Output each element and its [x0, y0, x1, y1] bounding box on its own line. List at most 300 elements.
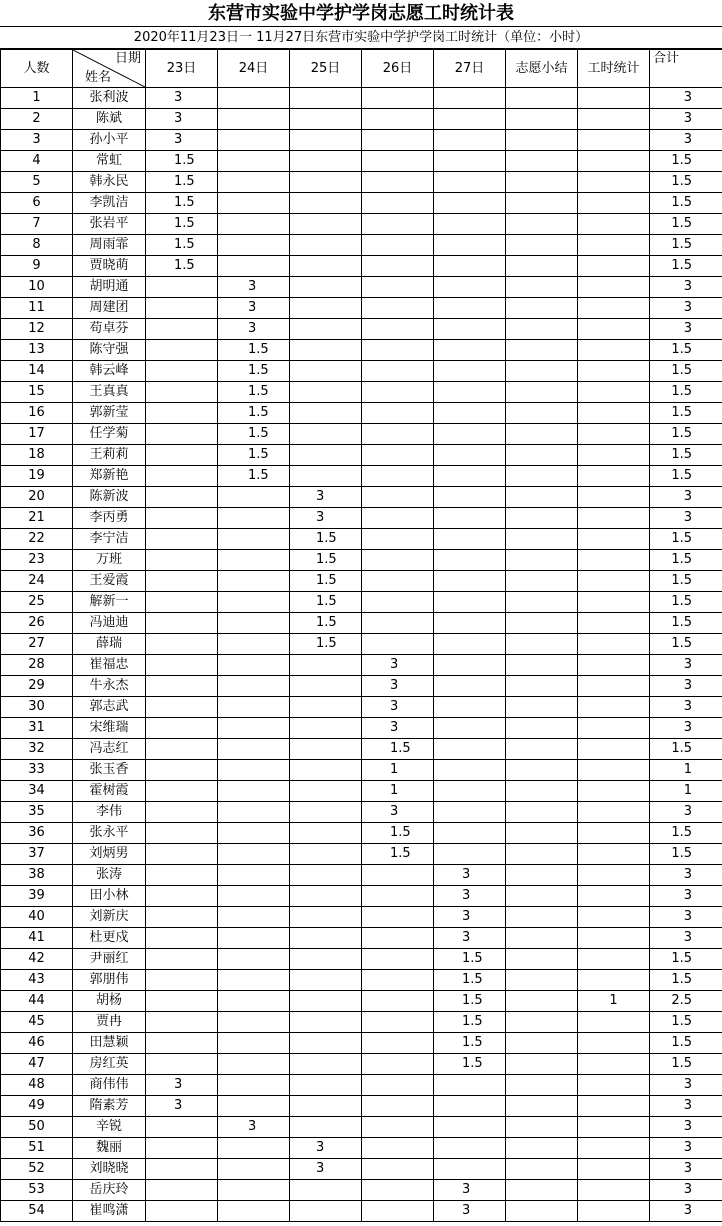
cell-name[interactable]: 魏丽	[73, 1138, 146, 1159]
cell-total[interactable]: 3	[650, 508, 722, 529]
cell-d26[interactable]	[362, 340, 434, 361]
cell-hours[interactable]	[578, 319, 650, 340]
cell-summary[interactable]	[506, 991, 578, 1012]
cell-d26[interactable]	[362, 1117, 434, 1138]
cell-d23[interactable]: 1.5	[146, 193, 218, 214]
cell-d24[interactable]: 1.5	[218, 466, 290, 487]
cell-total[interactable]: 1.5	[650, 823, 722, 844]
cell-name[interactable]: 胡杨	[73, 991, 146, 1012]
cell-d26[interactable]: 1.5	[362, 844, 434, 865]
cell-d25[interactable]	[290, 1075, 362, 1096]
cell-d23[interactable]	[146, 1138, 218, 1159]
cell-d27[interactable]	[434, 466, 506, 487]
cell-d25[interactable]: 1.5	[290, 634, 362, 655]
cell-d23[interactable]	[146, 550, 218, 571]
cell-d26[interactable]	[362, 256, 434, 277]
cell-total[interactable]: 3	[650, 886, 722, 907]
cell-d23[interactable]	[146, 949, 218, 970]
cell-total[interactable]: 2.5	[650, 991, 722, 1012]
cell-d25[interactable]	[290, 991, 362, 1012]
cell-summary[interactable]	[506, 1117, 578, 1138]
cell-num[interactable]: 33	[1, 760, 73, 781]
cell-d23[interactable]: 3	[146, 130, 218, 151]
cell-d26[interactable]	[362, 361, 434, 382]
cell-d24[interactable]	[218, 571, 290, 592]
cell-d24[interactable]	[218, 844, 290, 865]
cell-d23[interactable]	[146, 424, 218, 445]
cell-d26[interactable]	[362, 235, 434, 256]
cell-total[interactable]: 3	[650, 1138, 722, 1159]
cell-summary[interactable]	[506, 1180, 578, 1201]
cell-name[interactable]: 商伟伟	[73, 1075, 146, 1096]
cell-num[interactable]: 3	[1, 130, 73, 151]
cell-hours[interactable]	[578, 865, 650, 886]
cell-d25[interactable]	[290, 256, 362, 277]
cell-hours[interactable]	[578, 445, 650, 466]
cell-total[interactable]: 3	[650, 277, 722, 298]
cell-d23[interactable]: 3	[146, 88, 218, 109]
cell-d27[interactable]: 1.5	[434, 949, 506, 970]
cell-d25[interactable]	[290, 907, 362, 928]
cell-d25[interactable]	[290, 718, 362, 739]
cell-summary[interactable]	[506, 487, 578, 508]
cell-d26[interactable]: 1	[362, 760, 434, 781]
cell-d25[interactable]	[290, 676, 362, 697]
cell-name[interactable]: 王莉莉	[73, 445, 146, 466]
cell-hours[interactable]	[578, 550, 650, 571]
cell-d26[interactable]	[362, 298, 434, 319]
cell-d24[interactable]	[218, 109, 290, 130]
cell-d24[interactable]	[218, 1138, 290, 1159]
cell-d24[interactable]	[218, 970, 290, 991]
cell-summary[interactable]	[506, 739, 578, 760]
cell-d24[interactable]	[218, 151, 290, 172]
cell-name[interactable]: 李宁洁	[73, 529, 146, 550]
cell-d27[interactable]: 1.5	[434, 1033, 506, 1054]
cell-d23[interactable]	[146, 823, 218, 844]
cell-name[interactable]: 陈斌	[73, 109, 146, 130]
cell-hours[interactable]	[578, 1180, 650, 1201]
cell-num[interactable]: 23	[1, 550, 73, 571]
cell-name[interactable]: 岳庆玲	[73, 1180, 146, 1201]
cell-total[interactable]: 1.5	[650, 172, 722, 193]
cell-d26[interactable]: 3	[362, 655, 434, 676]
cell-d26[interactable]	[362, 172, 434, 193]
cell-d23[interactable]: 3	[146, 1075, 218, 1096]
cell-total[interactable]: 3	[650, 1201, 722, 1222]
cell-name[interactable]: 尹丽红	[73, 949, 146, 970]
cell-num[interactable]: 15	[1, 382, 73, 403]
cell-d25[interactable]: 3	[290, 1159, 362, 1180]
cell-d26[interactable]	[362, 382, 434, 403]
cell-hours[interactable]	[578, 277, 650, 298]
cell-total[interactable]: 3	[650, 655, 722, 676]
cell-d24[interactable]	[218, 739, 290, 760]
cell-d25[interactable]	[290, 1201, 362, 1222]
cell-total[interactable]: 1.5	[650, 634, 722, 655]
cell-summary[interactable]	[506, 928, 578, 949]
cell-d26[interactable]	[362, 1096, 434, 1117]
cell-d25[interactable]	[290, 1096, 362, 1117]
cell-hours[interactable]	[578, 130, 650, 151]
cell-name[interactable]: 刘新庆	[73, 907, 146, 928]
cell-d24[interactable]	[218, 823, 290, 844]
cell-name[interactable]: 隋素芳	[73, 1096, 146, 1117]
cell-hours[interactable]	[578, 361, 650, 382]
cell-d23[interactable]	[146, 739, 218, 760]
cell-hours[interactable]	[578, 214, 650, 235]
cell-d23[interactable]: 1.5	[146, 151, 218, 172]
cell-d27[interactable]	[434, 676, 506, 697]
cell-summary[interactable]	[506, 130, 578, 151]
cell-d26[interactable]	[362, 886, 434, 907]
cell-d26[interactable]	[362, 403, 434, 424]
cell-d23[interactable]: 1.5	[146, 172, 218, 193]
cell-summary[interactable]	[506, 466, 578, 487]
cell-hours[interactable]	[578, 466, 650, 487]
cell-d26[interactable]	[362, 1201, 434, 1222]
cell-d23[interactable]	[146, 676, 218, 697]
cell-summary[interactable]	[506, 781, 578, 802]
cell-d27[interactable]	[434, 382, 506, 403]
cell-num[interactable]: 54	[1, 1201, 73, 1222]
cell-hours[interactable]	[578, 172, 650, 193]
cell-d27[interactable]	[434, 340, 506, 361]
cell-summary[interactable]	[506, 340, 578, 361]
cell-d23[interactable]	[146, 466, 218, 487]
cell-d23[interactable]: 3	[146, 1096, 218, 1117]
cell-d26[interactable]	[362, 193, 434, 214]
cell-name[interactable]: 辛锐	[73, 1117, 146, 1138]
cell-num[interactable]: 1	[1, 88, 73, 109]
cell-d24[interactable]	[218, 1096, 290, 1117]
cell-d25[interactable]: 3	[290, 508, 362, 529]
cell-name[interactable]: 孙小平	[73, 130, 146, 151]
cell-summary[interactable]	[506, 1201, 578, 1222]
cell-num[interactable]: 31	[1, 718, 73, 739]
cell-summary[interactable]	[506, 634, 578, 655]
cell-d24[interactable]	[218, 172, 290, 193]
cell-name[interactable]: 房红英	[73, 1054, 146, 1075]
cell-num[interactable]: 45	[1, 1012, 73, 1033]
cell-total[interactable]: 1.5	[650, 529, 722, 550]
cell-total[interactable]: 1.5	[650, 1012, 722, 1033]
cell-name[interactable]: 韩永民	[73, 172, 146, 193]
cell-summary[interactable]	[506, 571, 578, 592]
header-total[interactable]: 合计	[650, 50, 722, 88]
cell-total[interactable]: 3	[650, 319, 722, 340]
cell-d27[interactable]	[434, 592, 506, 613]
cell-hours[interactable]	[578, 529, 650, 550]
cell-d27[interactable]	[434, 1096, 506, 1117]
cell-d25[interactable]	[290, 823, 362, 844]
cell-d27[interactable]	[434, 844, 506, 865]
cell-d27[interactable]: 1.5	[434, 1054, 506, 1075]
cell-total[interactable]: 1.5	[650, 571, 722, 592]
cell-d24[interactable]	[218, 781, 290, 802]
cell-d26[interactable]	[362, 1012, 434, 1033]
cell-d23[interactable]	[146, 613, 218, 634]
cell-summary[interactable]	[506, 1159, 578, 1180]
header-summary[interactable]: 志愿小结	[506, 50, 578, 88]
cell-d26[interactable]	[362, 613, 434, 634]
cell-d24[interactable]	[218, 613, 290, 634]
cell-d24[interactable]	[218, 592, 290, 613]
cell-d26[interactable]: 1	[362, 781, 434, 802]
cell-num[interactable]: 49	[1, 1096, 73, 1117]
cell-d23[interactable]	[146, 340, 218, 361]
cell-name[interactable]: 胡明通	[73, 277, 146, 298]
cell-d23[interactable]	[146, 298, 218, 319]
cell-num[interactable]: 4	[1, 151, 73, 172]
cell-num[interactable]: 47	[1, 1054, 73, 1075]
cell-num[interactable]: 9	[1, 256, 73, 277]
cell-total[interactable]: 3	[650, 88, 722, 109]
cell-num[interactable]: 43	[1, 970, 73, 991]
cell-num[interactable]: 27	[1, 634, 73, 655]
cell-hours[interactable]	[578, 928, 650, 949]
cell-d25[interactable]	[290, 1033, 362, 1054]
cell-num[interactable]: 19	[1, 466, 73, 487]
cell-summary[interactable]	[506, 949, 578, 970]
cell-name[interactable]: 郭新莹	[73, 403, 146, 424]
cell-name[interactable]: 崔福忠	[73, 655, 146, 676]
cell-d23[interactable]	[146, 907, 218, 928]
cell-summary[interactable]	[506, 319, 578, 340]
cell-total[interactable]: 1.5	[650, 550, 722, 571]
cell-d25[interactable]	[290, 319, 362, 340]
cell-num[interactable]: 25	[1, 592, 73, 613]
cell-d27[interactable]	[434, 655, 506, 676]
cell-summary[interactable]	[506, 844, 578, 865]
cell-total[interactable]: 3	[650, 718, 722, 739]
cell-name[interactable]: 周建团	[73, 298, 146, 319]
cell-d26[interactable]	[362, 445, 434, 466]
cell-name[interactable]: 周雨霏	[73, 235, 146, 256]
cell-d25[interactable]	[290, 403, 362, 424]
cell-d24[interactable]	[218, 802, 290, 823]
cell-d23[interactable]	[146, 445, 218, 466]
header-d24[interactable]: 24日	[218, 50, 290, 88]
cell-num[interactable]: 8	[1, 235, 73, 256]
cell-d23[interactable]	[146, 655, 218, 676]
cell-hours[interactable]	[578, 697, 650, 718]
cell-d23[interactable]: 3	[146, 109, 218, 130]
cell-d27[interactable]	[434, 298, 506, 319]
cell-d26[interactable]	[362, 991, 434, 1012]
cell-hours[interactable]	[578, 655, 650, 676]
cell-d23[interactable]	[146, 1054, 218, 1075]
cell-d25[interactable]	[290, 214, 362, 235]
cell-d24[interactable]	[218, 193, 290, 214]
cell-summary[interactable]	[506, 445, 578, 466]
cell-name[interactable]: 刘炳男	[73, 844, 146, 865]
cell-d23[interactable]	[146, 718, 218, 739]
cell-d27[interactable]	[434, 760, 506, 781]
cell-name[interactable]: 薛瑞	[73, 634, 146, 655]
cell-hours[interactable]	[578, 1201, 650, 1222]
cell-num[interactable]: 39	[1, 886, 73, 907]
cell-d23[interactable]	[146, 802, 218, 823]
cell-d24[interactable]	[218, 1033, 290, 1054]
cell-d25[interactable]	[290, 865, 362, 886]
cell-summary[interactable]	[506, 361, 578, 382]
cell-d24[interactable]	[218, 1012, 290, 1033]
cell-summary[interactable]	[506, 508, 578, 529]
cell-total[interactable]: 3	[650, 1075, 722, 1096]
cell-d27[interactable]	[434, 1075, 506, 1096]
cell-d26[interactable]	[362, 1180, 434, 1201]
cell-hours[interactable]	[578, 487, 650, 508]
cell-d26[interactable]	[362, 970, 434, 991]
cell-d24[interactable]: 1.5	[218, 403, 290, 424]
header-d23[interactable]: 23日	[146, 50, 218, 88]
cell-d27[interactable]	[434, 403, 506, 424]
cell-total[interactable]: 3	[650, 907, 722, 928]
cell-d25[interactable]	[290, 340, 362, 361]
cell-num[interactable]: 53	[1, 1180, 73, 1201]
cell-d26[interactable]	[362, 592, 434, 613]
cell-d24[interactable]: 1.5	[218, 361, 290, 382]
cell-name[interactable]: 牛永杰	[73, 676, 146, 697]
cell-summary[interactable]	[506, 151, 578, 172]
cell-d25[interactable]	[290, 172, 362, 193]
cell-hours[interactable]	[578, 1138, 650, 1159]
cell-hours[interactable]	[578, 382, 650, 403]
cell-num[interactable]: 13	[1, 340, 73, 361]
cell-hours[interactable]	[578, 508, 650, 529]
cell-d24[interactable]	[218, 949, 290, 970]
cell-num[interactable]: 20	[1, 487, 73, 508]
cell-name[interactable]: 田小林	[73, 886, 146, 907]
cell-summary[interactable]	[506, 529, 578, 550]
cell-d25[interactable]	[290, 193, 362, 214]
cell-total[interactable]: 1.5	[650, 1033, 722, 1054]
cell-name[interactable]: 田慧颖	[73, 1033, 146, 1054]
cell-d27[interactable]	[434, 130, 506, 151]
cell-d24[interactable]	[218, 508, 290, 529]
cell-d26[interactable]	[362, 88, 434, 109]
cell-total[interactable]: 3	[650, 928, 722, 949]
cell-hours[interactable]	[578, 340, 650, 361]
cell-summary[interactable]	[506, 382, 578, 403]
cell-d26[interactable]	[362, 1033, 434, 1054]
cell-total[interactable]: 3	[650, 697, 722, 718]
cell-num[interactable]: 32	[1, 739, 73, 760]
cell-d27[interactable]: 1.5	[434, 1012, 506, 1033]
cell-d23[interactable]: 1.5	[146, 214, 218, 235]
cell-name[interactable]: 崔鸣潇	[73, 1201, 146, 1222]
cell-summary[interactable]	[506, 613, 578, 634]
cell-total[interactable]: 1.5	[650, 256, 722, 277]
cell-hours[interactable]	[578, 781, 650, 802]
cell-num[interactable]: 44	[1, 991, 73, 1012]
cell-name[interactable]: 陈新波	[73, 487, 146, 508]
cell-name[interactable]: 李伟	[73, 802, 146, 823]
cell-d23[interactable]	[146, 970, 218, 991]
cell-d25[interactable]: 1.5	[290, 571, 362, 592]
cell-summary[interactable]	[506, 1138, 578, 1159]
cell-total[interactable]: 1.5	[650, 445, 722, 466]
cell-hours[interactable]	[578, 1075, 650, 1096]
cell-d23[interactable]	[146, 928, 218, 949]
cell-num[interactable]: 14	[1, 361, 73, 382]
cell-num[interactable]: 52	[1, 1159, 73, 1180]
cell-summary[interactable]	[506, 1075, 578, 1096]
cell-summary[interactable]	[506, 172, 578, 193]
cell-num[interactable]: 24	[1, 571, 73, 592]
cell-d24[interactable]	[218, 1201, 290, 1222]
cell-hours[interactable]	[578, 1159, 650, 1180]
cell-num[interactable]: 2	[1, 109, 73, 130]
cell-hours[interactable]	[578, 1117, 650, 1138]
cell-d27[interactable]	[434, 1138, 506, 1159]
cell-hours[interactable]	[578, 1012, 650, 1033]
cell-num[interactable]: 41	[1, 928, 73, 949]
cell-d23[interactable]	[146, 592, 218, 613]
cell-d25[interactable]	[290, 949, 362, 970]
cell-d23[interactable]	[146, 487, 218, 508]
cell-summary[interactable]	[506, 550, 578, 571]
cell-d25[interactable]	[290, 886, 362, 907]
cell-total[interactable]: 1.5	[650, 949, 722, 970]
cell-total[interactable]: 3	[650, 802, 722, 823]
cell-summary[interactable]	[506, 1054, 578, 1075]
cell-d27[interactable]	[434, 823, 506, 844]
cell-d25[interactable]	[290, 1054, 362, 1075]
cell-summary[interactable]	[506, 802, 578, 823]
cell-d24[interactable]	[218, 655, 290, 676]
cell-total[interactable]: 3	[650, 298, 722, 319]
cell-d27[interactable]: 3	[434, 928, 506, 949]
cell-summary[interactable]	[506, 235, 578, 256]
cell-d25[interactable]: 1.5	[290, 613, 362, 634]
cell-d27[interactable]	[434, 508, 506, 529]
cell-num[interactable]: 37	[1, 844, 73, 865]
cell-name[interactable]: 张玉香	[73, 760, 146, 781]
cell-total[interactable]: 3	[650, 676, 722, 697]
cell-name[interactable]: 郑新艳	[73, 466, 146, 487]
cell-d27[interactable]: 3	[434, 865, 506, 886]
cell-d24[interactable]	[218, 550, 290, 571]
cell-name[interactable]: 常虹	[73, 151, 146, 172]
cell-num[interactable]: 36	[1, 823, 73, 844]
cell-d25[interactable]	[290, 235, 362, 256]
cell-summary[interactable]	[506, 655, 578, 676]
cell-d23[interactable]: 1.5	[146, 256, 218, 277]
cell-name[interactable]: 王爱霞	[73, 571, 146, 592]
cell-name[interactable]: 王真真	[73, 382, 146, 403]
cell-d27[interactable]	[434, 634, 506, 655]
cell-hours[interactable]	[578, 424, 650, 445]
cell-d24[interactable]: 3	[218, 1117, 290, 1138]
cell-summary[interactable]	[506, 823, 578, 844]
cell-d27[interactable]	[434, 613, 506, 634]
cell-d26[interactable]	[362, 214, 434, 235]
cell-summary[interactable]	[506, 298, 578, 319]
header-d25[interactable]: 25日	[290, 50, 362, 88]
cell-d24[interactable]	[218, 88, 290, 109]
cell-d25[interactable]	[290, 655, 362, 676]
cell-hours[interactable]	[578, 970, 650, 991]
cell-d24[interactable]: 3	[218, 277, 290, 298]
cell-d24[interactable]: 3	[218, 298, 290, 319]
cell-d25[interactable]	[290, 109, 362, 130]
cell-total[interactable]: 1.5	[650, 466, 722, 487]
cell-d23[interactable]	[146, 844, 218, 865]
cell-hours[interactable]	[578, 802, 650, 823]
cell-d23[interactable]	[146, 886, 218, 907]
